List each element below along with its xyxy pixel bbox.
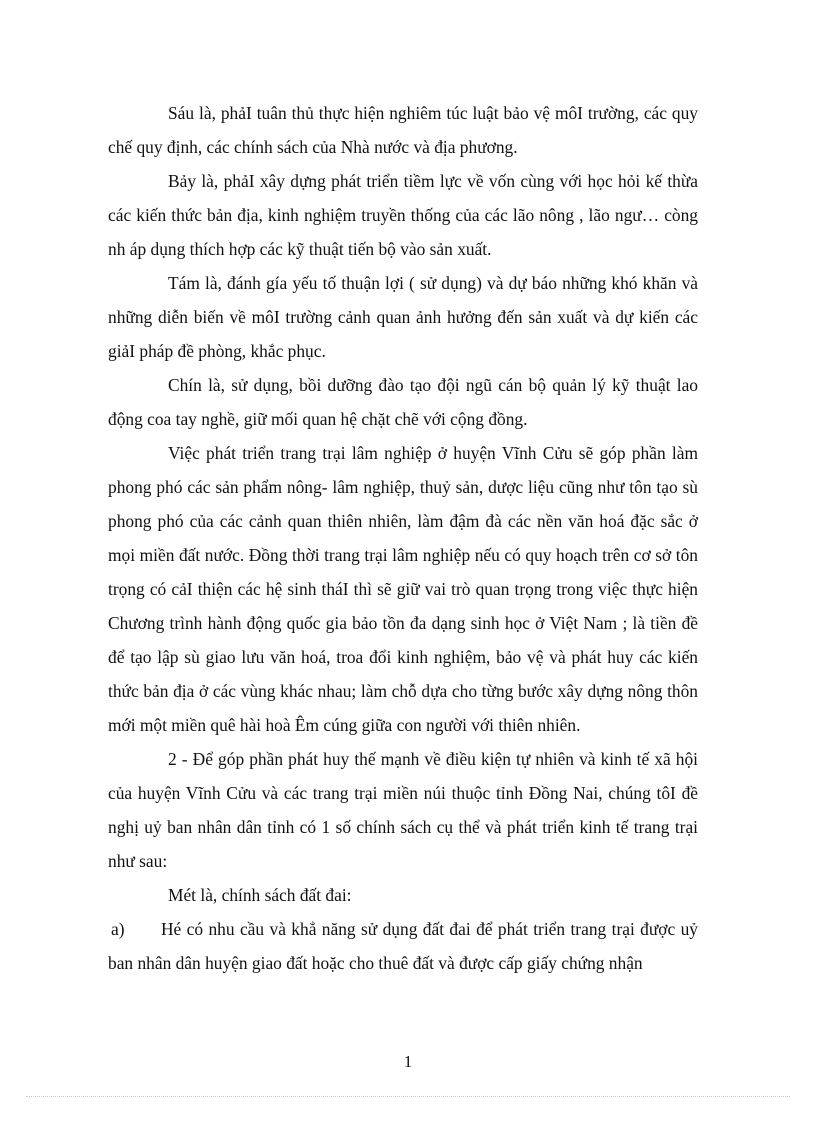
paragraph-de-nghi: 2 - Để góp phần phát huy thế mạnh về điều kiện tự nhiên và kinh tế xã hội của huyện Vĩnh Cửu và các trang trại miền núi thuộc tỉnh Đồng Nai, chúng tôI đề nghị uỷ ban nhân dân tỉnh có 1 số chính sách cụ thể và phát triển kinh tế trang trại như sau:	[108, 749, 698, 871]
paragraph-sau-la: Sáu là, phảI tuân thủ thực hiện nghiêm túc luật bảo vệ môI trường, các quy chế quy định, các chính sách của Nhà nước và địa phương.	[108, 103, 698, 157]
paragraph-viec-phat-trien: Việc phát triển trang trại lâm nghiệp ở huyện Vĩnh Cửu sẽ góp phần làm phong phó các sản phẩm nông- lâm nghiệp, thuỷ sản, dược liệu cũng như tôn tạo sù phong phó của các cảnh quan thiên nhiên, làm đậm đà các nền văn hoá đặc sắc ở mọi miền đất nước. Đồng thời trang trại lâm nghiệp nếu có quy hoạch trên cơ sở tôn trọng có cảI thiện các hệ sinh tháI thì sẽ giữ vai trò quan trọng trong việc thực hiện Chương trình hành động quốc gia bảo tồn đa dạng sinh học ở Việt Nam ; là tiền đề để tạo lập sù giao lưu văn hoá, troa đổi kinh nghiệm, bảo vệ và phát huy các kiến thức bản địa ở các vùng khác nhau; làm chỗ dựa cho từng bước xây dựng nông thôn mới một miền quê hài hoà Êm cúng giữa con người với thiên nhiên.	[108, 443, 698, 735]
page-number: 1	[403, 1052, 413, 1071]
paragraph-chinh-sach-dat-dai: Mét là, chính sách đất đai:	[168, 885, 352, 905]
page-bottom-border	[26, 1096, 790, 1097]
list-marker: a)	[111, 919, 125, 939]
paragraph-bay-la: Bảy là, phảI xây dựng phát triển tiềm lực về vốn cùng với học hỏi kế thừa các kiến thức bản địa, kinh nghiệm truyền thống của các lão nông , lão ngư… còng nh áp dụng thích hợp các kỹ thuật tiến bộ vào sản xuất.	[108, 171, 698, 259]
paragraph-chin-la: Chín là, sử dụng, bồi dưỡng đào tạo đội ngũ cán bộ quản lý kỹ thuật lao động coa tay nghề, giữ mối quan hệ chặt chẽ với cộng đồng.	[108, 375, 698, 429]
document-body	[108, 96, 698, 980]
list-item-text: Hé có nhu cầu và khẳ năng sử dụng đất đai để phát triển trang trại được uỷ ban nhân dân huyện giao đất hoặc cho thuê đất và được cấp giấy chứng nhận	[108, 919, 698, 973]
list-item-a	[108, 912, 698, 980]
paragraph-tam-la: Tám là, đánh gía yếu tố thuận lợi ( sử dụng) và dự báo những khó khăn và những diễn biến về môI trường cảnh quan ảnh hưởng đến sản xuất và dự kiến các giảI pháp đề phòng, khắc phục.	[108, 273, 698, 361]
